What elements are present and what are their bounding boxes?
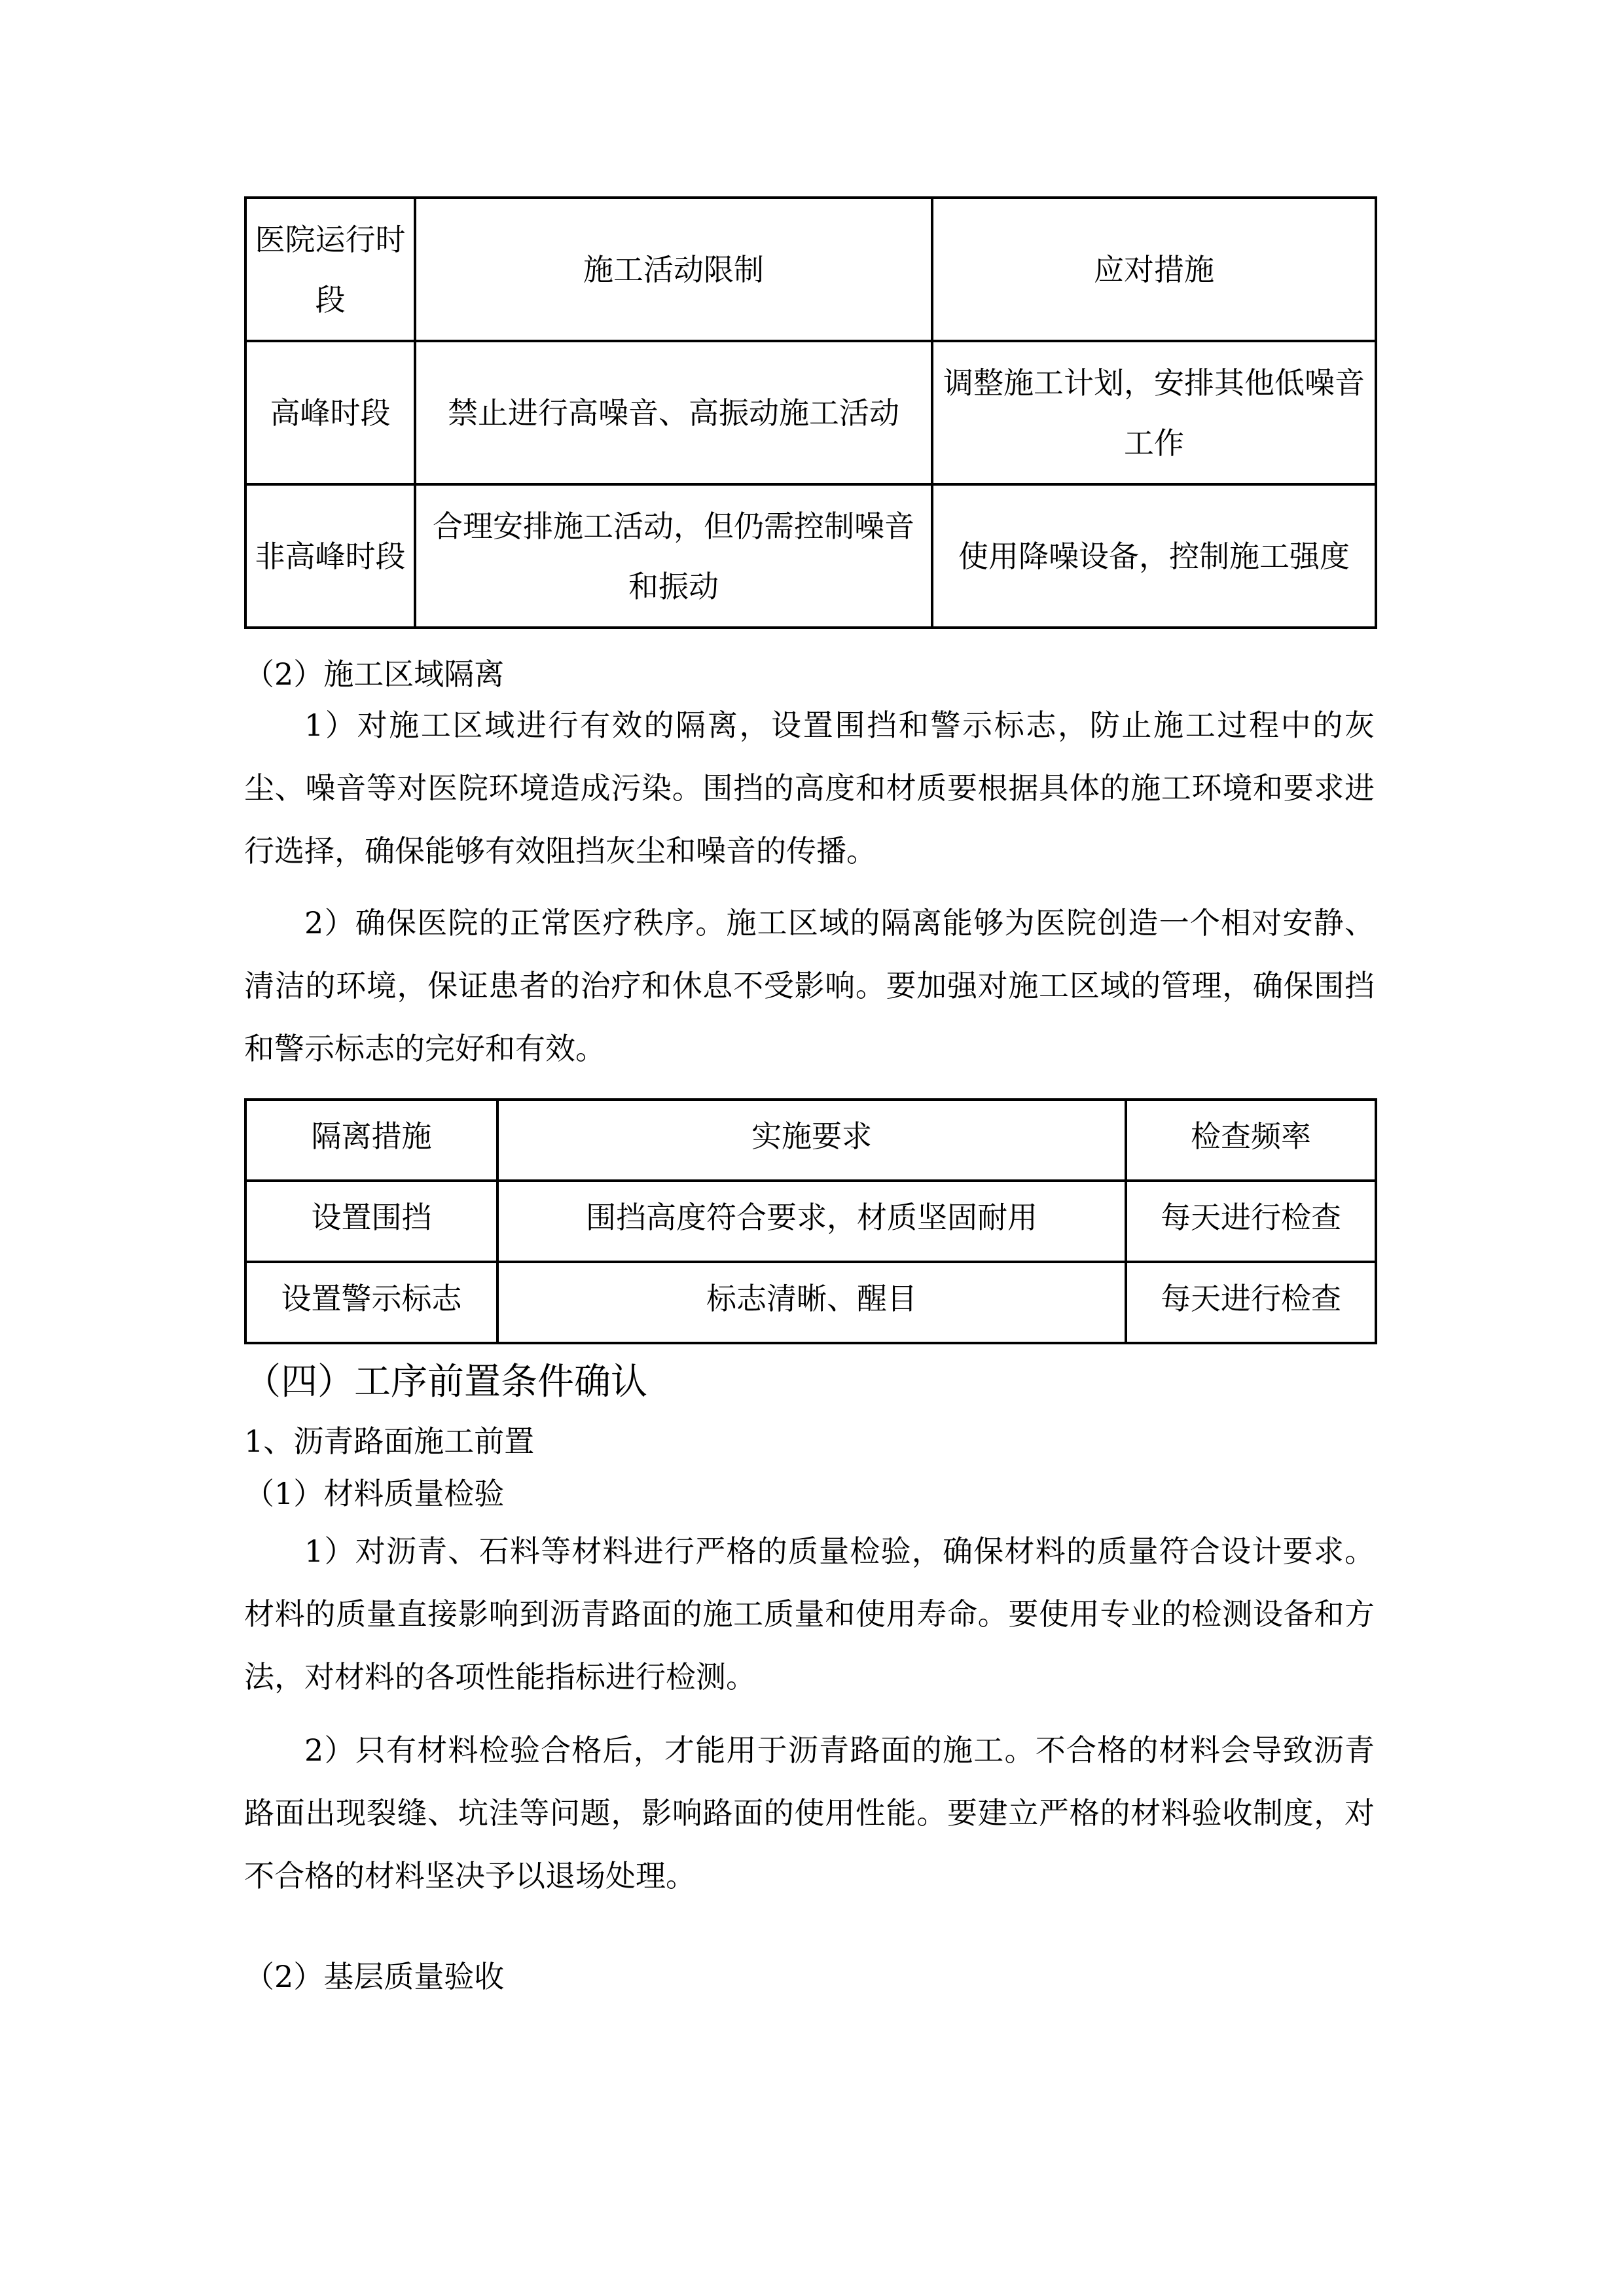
table-row xyxy=(245,341,1376,484)
paragraph: 2）确保医院的正常医疗秩序。施工区域的隔离能够为医院创造一个相对安静、清洁的环境，保证患者的治疗和休息不受影响。要加强对施工区域的管理，确保围挡和警示标志的完好和有效。 xyxy=(244,905,1375,1066)
table-cell: 禁止进行高噪音、高振动施工活动 xyxy=(415,341,932,484)
table-cell: 调整施工计划，安排其他低噪音工作 xyxy=(932,341,1376,484)
table-row xyxy=(245,1262,1376,1343)
table-header-cell: 施工活动限制 xyxy=(415,198,932,341)
table-cell: 非高峰时段 xyxy=(245,484,415,628)
table-cell: 围挡高度符合要求，材质坚固耐用 xyxy=(497,1181,1126,1262)
item-heading: （1）材料质量检验 xyxy=(244,1476,505,1511)
paragraph: 2）只有材料检验合格后，才能用于沥青路面的施工。不合格的材料会导致沥青路面出现裂缝、坑洼等问题，影响路面的使用性能。要建立严格的材料验收制度，对不合格的材料坚决予以退场处理。 xyxy=(244,1732,1375,1893)
table-cell: 设置警示标志 xyxy=(245,1262,497,1343)
chapter-heading: （四）工序前置条件确认 xyxy=(244,1361,647,1403)
isolation-measures-table xyxy=(244,1098,1377,1344)
table-cell: 设置围挡 xyxy=(245,1181,497,1262)
table-cell: 高峰时段 xyxy=(245,341,415,484)
table-header-cell: 应对措施 xyxy=(932,198,1376,341)
table-row xyxy=(245,484,1376,628)
table-cell: 每天进行检查 xyxy=(1126,1262,1376,1343)
table-cell: 每天进行检查 xyxy=(1126,1181,1376,1262)
subsection-heading: 1、沥青路面施工前置 xyxy=(244,1424,535,1459)
table-cell: 使用降噪设备，控制施工强度 xyxy=(932,484,1376,628)
table-cell: 标志清晰、醒目 xyxy=(497,1262,1126,1343)
table-row xyxy=(245,1181,1376,1262)
table-header-row xyxy=(245,198,1376,341)
section-heading: （2）施工区域隔离 xyxy=(244,656,505,692)
table-header-cell: 医院运行时段 xyxy=(245,198,415,341)
table-header-cell: 实施要求 xyxy=(497,1100,1126,1181)
table-cell: 合理安排施工活动，但仍需控制噪音和振动 xyxy=(415,484,932,628)
table-header-row xyxy=(245,1100,1376,1181)
paragraph: 1）对施工区域进行有效的隔离，设置围挡和警示标志，防止施工过程中的灰尘、噪音等对医院环境造成污染。围挡的高度和材质要根据具体的施工环境和要求进行选择，确保能够有效阻挡灰尘和噪音的传播。 xyxy=(244,708,1375,869)
paragraph: 1）对沥青、石料等材料进行严格的质量检验，确保材料的质量符合设计要求。材料的质量直接影响到沥青路面的施工质量和使用寿命。要使用专业的检测设备和方法，对材料的各项性能指标进行检测。 xyxy=(244,1534,1375,1695)
table-header-cell: 检查频率 xyxy=(1126,1100,1376,1181)
item-heading: （2）基层质量验收 xyxy=(244,1959,505,1994)
hospital-period-table xyxy=(244,196,1377,629)
table-header-cell: 隔离措施 xyxy=(245,1100,497,1181)
